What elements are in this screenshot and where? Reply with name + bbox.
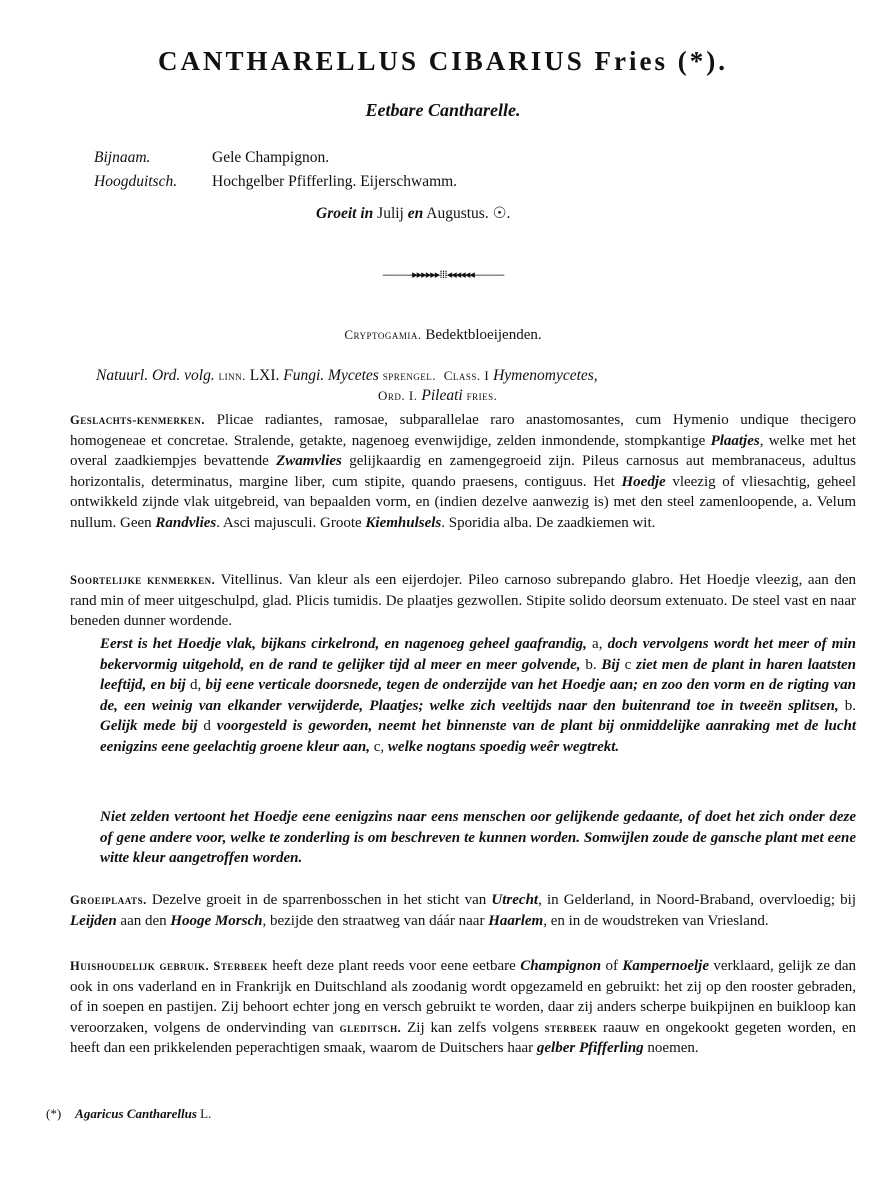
figure-letter: b. (580, 656, 597, 673)
genus-characters (70, 410, 856, 533)
figure-letter: d, (185, 677, 202, 693)
household-term: gelber Pfifferling (536, 1040, 644, 1056)
order-pileati: Pileati (421, 387, 463, 404)
ornament-divider: ———▸▸▸▸▸▸⁞⁞⁞◂◂◂◂◂◂——— (382, 268, 504, 281)
order-class: Class. I (443, 368, 490, 383)
bijnaam-label: Bijnaam. (94, 149, 151, 166)
household-text: of (601, 958, 623, 974)
figure-letter: a, (586, 636, 603, 652)
observation-1 (100, 634, 856, 757)
bijnaam-value: Gele Champignon. (212, 149, 330, 166)
habitat (70, 890, 856, 931)
footnote-symbol: (*) (46, 1106, 62, 1121)
footnote-suffix: L. (196, 1106, 212, 1121)
classification-line (0, 327, 886, 344)
genus-text: . Asci majusculi. Groote (216, 514, 366, 531)
order-linn: linn. (218, 368, 246, 383)
obs-text: ziet men de plant in haren laatsten leeftijd, en bij (100, 656, 856, 693)
grows-en: en (407, 205, 424, 222)
species-title: CANTHARELLUS CIBARIUS Fries (*). (157, 46, 729, 76)
genus-term: Plaatjes (710, 432, 760, 449)
habitat-text: Dezelve groeit in de sparrenbosschen in het sticht van (146, 892, 492, 908)
author-name: sterbeek (544, 1020, 598, 1035)
observation-2: Niet zelden vertoont het Hoedje eene eenigzins naar eens menschen oor gelijkende gedaante, of doet het zich onder deze of gene andere voor, welke te zonderling is om beschreven te kunnen worden. Somwijlen zoude de gansche plant met eene witte kleur aangetroffen worden. (100, 809, 856, 866)
household-text: noemen. (643, 1040, 699, 1056)
natural-order (96, 366, 598, 406)
author-name: Sterbeek (209, 959, 268, 973)
genus-text: vleezig of vliesachtig, geheel ontwikkeld zijnde vlak uitgebreid, van bepaalden vorm, en (indien dezelve aanwezig is) met den steel zamenloopende, a. Velum nullum. Geen (70, 473, 856, 531)
figure-letter: c, (370, 738, 385, 755)
figure-letter: d (197, 718, 211, 734)
class-dutch: Bedektbloeijenden. (425, 327, 542, 343)
genus-term: Zwamvlies (276, 453, 342, 469)
household-text: Zij kan zelfs volgens (401, 1019, 545, 1036)
household-text: raauw en ongekookt gegeten worden, en heeft dan een prikkelenden peperachtigen smaak, waarom de Duitschers haar (70, 1019, 856, 1056)
genus-text: , welke met het overal zaadkiempjes bevattende (70, 432, 856, 469)
order-label: Natuurl. Ord. volg. (96, 367, 215, 384)
obs-text: doch vervolgens wordt het meer of min bekervormig uitgehold, en de rand te gelijker tijd al meer en meer golvende, (100, 636, 856, 673)
figure-letter: c (619, 656, 632, 673)
dutch-name: Eetbare Cantharelle. (365, 100, 521, 120)
household-term: Kampernoelje (622, 958, 709, 974)
place-name: Haarlem (488, 912, 544, 929)
bijnaam-row (94, 146, 457, 170)
footnote (46, 1106, 211, 1122)
hoogduitsch-row (94, 170, 457, 194)
footnote-name: Agaricus Cantharellus (75, 1106, 197, 1121)
order-number: LXI. (249, 367, 280, 384)
class-word: Cryptogamia. (344, 327, 422, 342)
genus-text: gelijkaardig en zamengegroeid zijn. Pileus carnosus aut membranaceus, adultus horizontalis, determinatus, margine liber, cum stipite, quando praesens, contiguus. Het (70, 453, 856, 490)
order-fungi: Fungi. Mycetes (283, 367, 379, 384)
household-text: heeft deze plant reeds voor eene eetbare (267, 958, 521, 974)
place-name: Leijden (70, 912, 117, 929)
household-use (70, 956, 856, 1059)
habitat-text: , in Gelderland, in Noord-Braband, overvloedig; bij (538, 892, 856, 908)
order-line-1 (96, 366, 598, 386)
species-characters (70, 570, 856, 632)
hoogduitsch-value: Hochgelber Pfifferling. Eijerschwamm. (212, 173, 458, 190)
genus-term: Hoedje (621, 473, 666, 490)
obs-text: welke nogtans spoedig weêr wegtrekt. (384, 738, 620, 755)
habitat-heading: Groeiplaats. (70, 893, 147, 907)
order-ord: Ord. I. (378, 388, 418, 403)
habitat-text: , bezijde den straatweg van dáár naar (262, 912, 489, 929)
hoogduitsch-label: Hoogduitsch. (94, 173, 178, 190)
order-line-2 (96, 386, 598, 406)
place-name: Hooge Morsch (170, 912, 263, 929)
place-name: Utrecht (491, 892, 539, 908)
author-name: gleditsch. (339, 1020, 402, 1035)
growing-season (316, 204, 510, 223)
habitat-text: , en in de woudstreken van Vriesland. (543, 912, 769, 929)
genus-text: Plicae radiantes, ramosae, subparallelae raro anastomosantes, cum Hymenio undique thecigero homogeneae et concretae. Stralende, getakte, nagenoeg evenwijdige, zelden inmondende, stompkantige (70, 412, 856, 449)
grows-month2: Augustus. (426, 205, 489, 222)
obs-text: bij eene verticale doorsnede, tegen de onderzijde van het Hoedje aan; en zoo den vorm en de rigting van de, een weinig van elkander verwijderde, Plaatjes; welke zich veeltijds naar den buitenrand toe in tweeën splitsen, (100, 677, 856, 714)
habitat-text: aan den (116, 912, 171, 929)
obs-text: Eerst is het Hoedje vlak, bijkans cirkelrond, en nagenoeg geheel gaafrandig, (100, 636, 587, 652)
obs-text: Gelijk mede bij (100, 718, 198, 734)
household-term: Champignon (520, 958, 602, 974)
common-names (94, 146, 457, 194)
order-hymenomycetes: Hymenomycetes, (493, 367, 598, 384)
genus-term: Randvlies (155, 514, 217, 531)
household-text: verklaard, gelijk ze dan ook in ons vaderland en in Frankrijk en Duitschland als zoodanig wordt opgezameld en gebruikt: het zij op den rooster gebraden, of in soepen en pastijen. Zij behoort echter jong en versch gebruikt te worden, daar zij anders scherpe buikpijnen en buikloop kan veroorzaken, volgens de ondervinding van (70, 958, 857, 1036)
sun-symbol: ☉. (492, 205, 511, 222)
genus-term: Kiemhulsels (365, 514, 442, 531)
genus-heading: Geslachts-kenmerken. (70, 413, 206, 427)
species-heading: Soortelijke kenmerken. (70, 573, 216, 587)
grows-label: Groeit in (316, 205, 374, 222)
order-fries: fries. (466, 388, 498, 403)
species-text: Vitellinus. Van kleur als een eijerdojer. Pileo carnoso subrepando glabro. Het Hoedje vleezig, aan den rand min of meer uitgeschulpd, glad. Plicis tumidis. De plaatjes gezwollen. Stipite solido deorsum extenuato. De steel vast en naar beneden dunner wordende. (70, 572, 856, 629)
household-heading: Huishoudelijk gebruik. (70, 959, 210, 973)
order-sprengel: sprengel. (382, 368, 436, 383)
obs-text: voorgesteld is geworden, neemt het binnenste van de plant bij onmiddelijke aanraking met de lucht eenigzins eene geelachtig groene kleur aan, (100, 718, 856, 755)
grows-month1: Julij (377, 205, 404, 222)
figure-letter: b. (838, 697, 856, 714)
obs-text: Bij (596, 656, 620, 673)
genus-text: . Sporidia alba. De zaadkiemen wit. (441, 514, 656, 531)
